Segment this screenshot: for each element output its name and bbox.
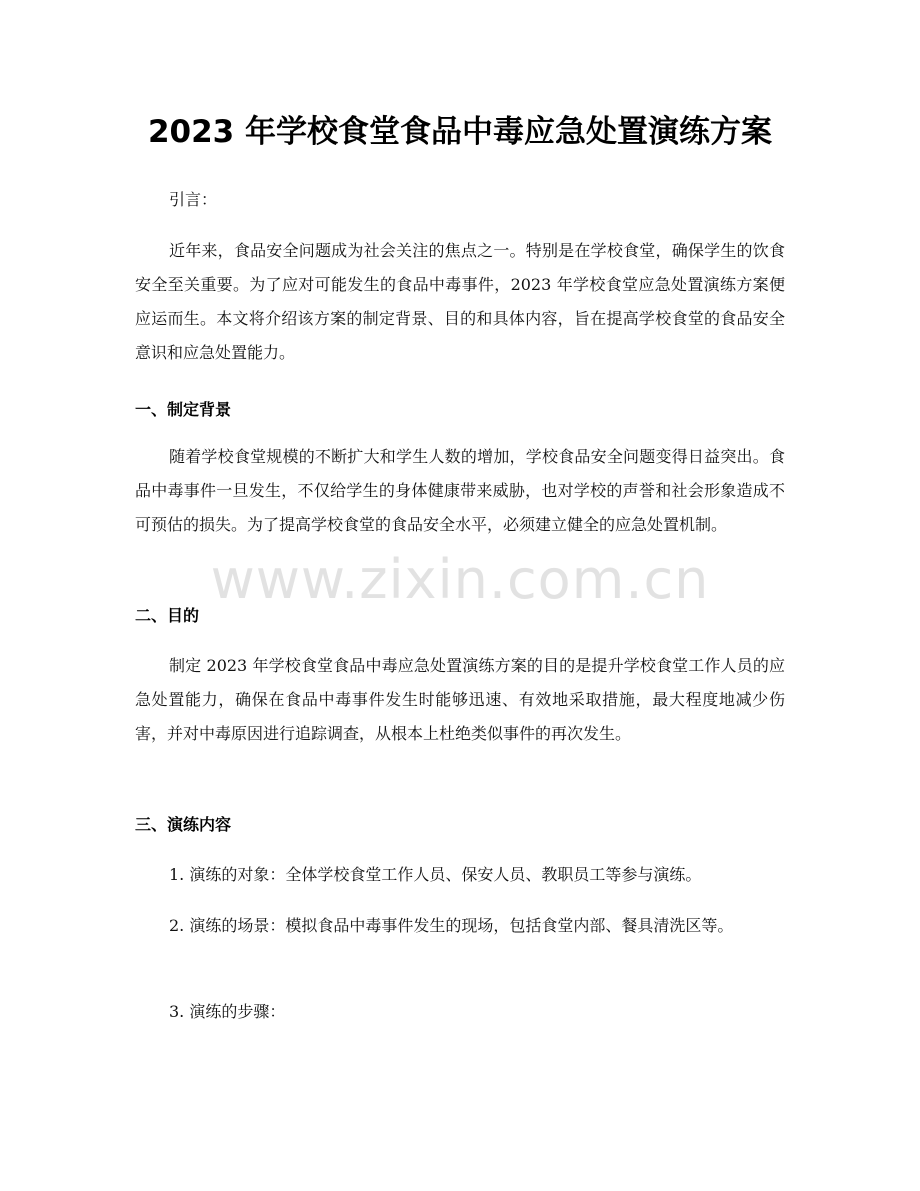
list-item-scene: 2. 演练的场景：模拟食品中毒事件发生的现场，包括食堂内部、餐具清洗区等。 <box>169 916 734 935</box>
section-heading-purpose: 二、目的 <box>135 606 200 625</box>
watermark-text: www.zixin.com.cn <box>210 548 710 611</box>
section-heading-content: 三、演练内容 <box>135 815 232 834</box>
document-title: 2023 年学校食堂食品中毒应急处置演练方案 <box>147 114 773 150</box>
section-paragraph-purpose: 制定 2023 年学校食堂食品中毒应急处置演练方案的目的是提升学校食堂工作人员的应急处置能力，确保在食品中毒事件发生时能够迅速、有效地采取措施，最大程度地减少伤害，并对中毒原因进行追踪调查，从根本上杜绝类似事件的再次发生。 <box>135 656 785 743</box>
intro-paragraph: 近年来，食品安全问题成为社会关注的焦点之一。特别是在学校食堂，确保学生的饮食安全至关重要。为了应对可能发生的食品中毒事件，2023 年学校食堂应急处置演练方案便应运而生。本文将介绍该方案的制定背景、目的和具体内容，旨在提高学校食堂的食品安全意识和应急处置能力。 <box>135 241 785 362</box>
intro-label: 引言： <box>169 190 218 209</box>
section-paragraph-background: 随着学校食堂规模的不断扩大和学生人数的增加，学校食品安全问题变得日益突出。食品中毒事件一旦发生，不仅给学生的身体健康带来威胁，也对学校的声誉和社会形象造成不可预估的损失。为了提高学校食堂的食品安全水平，必须建立健全的应急处置机制。 <box>135 447 785 534</box>
section-heading-background: 一、制定背景 <box>135 400 232 419</box>
list-item-steps: 3. 演练的步骤： <box>169 1002 286 1021</box>
list-item-target: 1. 演练的对象：全体学校食堂工作人员、保安人员、教职员工等参与演练。 <box>169 865 702 884</box>
